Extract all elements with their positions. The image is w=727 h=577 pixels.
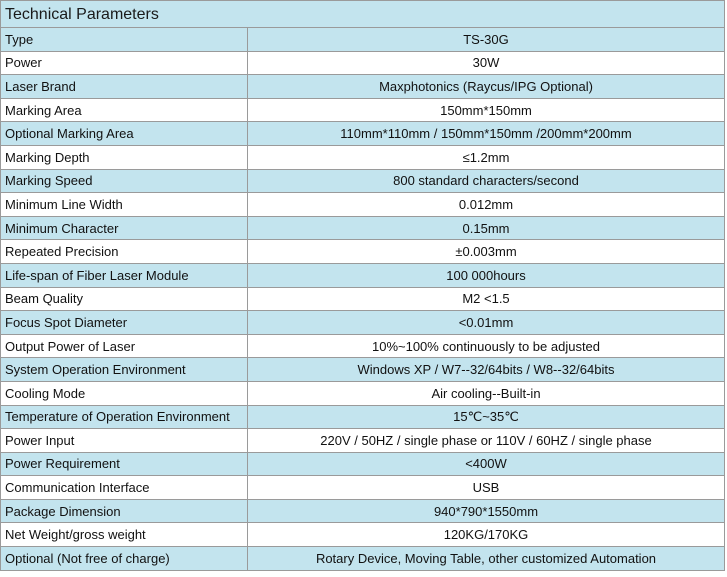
parameter-label: Marking Depth	[1, 145, 248, 169]
parameter-value: 800 standard characters/second	[248, 169, 725, 193]
parameter-label: Output Power of Laser	[1, 334, 248, 358]
parameter-label: Temperature of Operation Environment	[1, 405, 248, 429]
table-row	[1, 169, 725, 193]
parameter-value: 100 000hours	[248, 263, 725, 287]
table-title: Technical Parameters	[0, 0, 725, 27]
parameter-value: 110mm*110mm / 150mm*150mm /200mm*200mm	[248, 122, 725, 146]
parameter-label: Type	[1, 28, 248, 52]
parameter-value: M2 <1.5	[248, 287, 725, 311]
table-row	[1, 263, 725, 287]
table-row	[1, 216, 725, 240]
parameter-value: Windows XP / W7--32/64bits / W8--32/64bits	[248, 358, 725, 382]
parameter-value: 0.012mm	[248, 193, 725, 217]
parameter-label: Communication Interface	[1, 476, 248, 500]
table-row	[1, 287, 725, 311]
parameter-value: 220V / 50HZ / single phase or 110V / 60HZ / single phase	[248, 429, 725, 453]
parameter-label: Optional (Not free of charge)	[1, 547, 248, 571]
parameter-label: Power Input	[1, 429, 248, 453]
table-row	[1, 405, 725, 429]
table-row	[1, 358, 725, 382]
table-row	[1, 523, 725, 547]
parameter-value: 940*790*1550mm	[248, 499, 725, 523]
table-row	[1, 499, 725, 523]
table-row	[1, 145, 725, 169]
parameter-label: Repeated Precision	[1, 240, 248, 264]
parameter-label: Minimum Character	[1, 216, 248, 240]
parameter-value: <0.01mm	[248, 311, 725, 335]
table-row	[1, 311, 725, 335]
parameter-label: Optional Marking Area	[1, 122, 248, 146]
table-row	[1, 381, 725, 405]
parameter-label: Minimum Line Width	[1, 193, 248, 217]
table-row	[1, 122, 725, 146]
parameter-value: 30W	[248, 51, 725, 75]
parameter-value: TS-30G	[248, 28, 725, 52]
parameter-value: 150mm*150mm	[248, 98, 725, 122]
parameter-label: Power	[1, 51, 248, 75]
table-row	[1, 334, 725, 358]
table-row	[1, 51, 725, 75]
parameter-value: Rotary Device, Moving Table, other customized Automation	[248, 547, 725, 571]
parameter-label: Beam Quality	[1, 287, 248, 311]
parameter-value: Air cooling--Built-in	[248, 381, 725, 405]
parameter-label: Cooling Mode	[1, 381, 248, 405]
table-row	[1, 98, 725, 122]
parameter-label: Marking Area	[1, 98, 248, 122]
parameter-value: ≤1.2mm	[248, 145, 725, 169]
parameters-grid	[0, 27, 725, 571]
table-row	[1, 240, 725, 264]
table-row	[1, 476, 725, 500]
table-row	[1, 429, 725, 453]
parameter-label: Power Requirement	[1, 452, 248, 476]
parameter-value: ±0.003mm	[248, 240, 725, 264]
parameter-label: System Operation Environment	[1, 358, 248, 382]
table-row	[1, 28, 725, 52]
parameter-label: Marking Speed	[1, 169, 248, 193]
parameters-body	[1, 28, 725, 571]
table-row	[1, 452, 725, 476]
parameter-value: 120KG/170KG	[248, 523, 725, 547]
table-row	[1, 75, 725, 99]
parameter-value: USB	[248, 476, 725, 500]
parameter-value: Maxphotonics (Raycus/IPG Optional)	[248, 75, 725, 99]
parameter-label: Focus Spot Diameter	[1, 311, 248, 335]
parameter-value: 10%~100% continuously to be adjusted	[248, 334, 725, 358]
parameter-value: 15℃~35℃	[248, 405, 725, 429]
parameter-label: Life-span of Fiber Laser Module	[1, 263, 248, 287]
parameter-value: 0.15mm	[248, 216, 725, 240]
table-row	[1, 547, 725, 571]
parameter-label: Net Weight/gross weight	[1, 523, 248, 547]
parameter-value: <400W	[248, 452, 725, 476]
parameter-label: Laser Brand	[1, 75, 248, 99]
parameter-label: Package Dimension	[1, 499, 248, 523]
table-row	[1, 193, 725, 217]
